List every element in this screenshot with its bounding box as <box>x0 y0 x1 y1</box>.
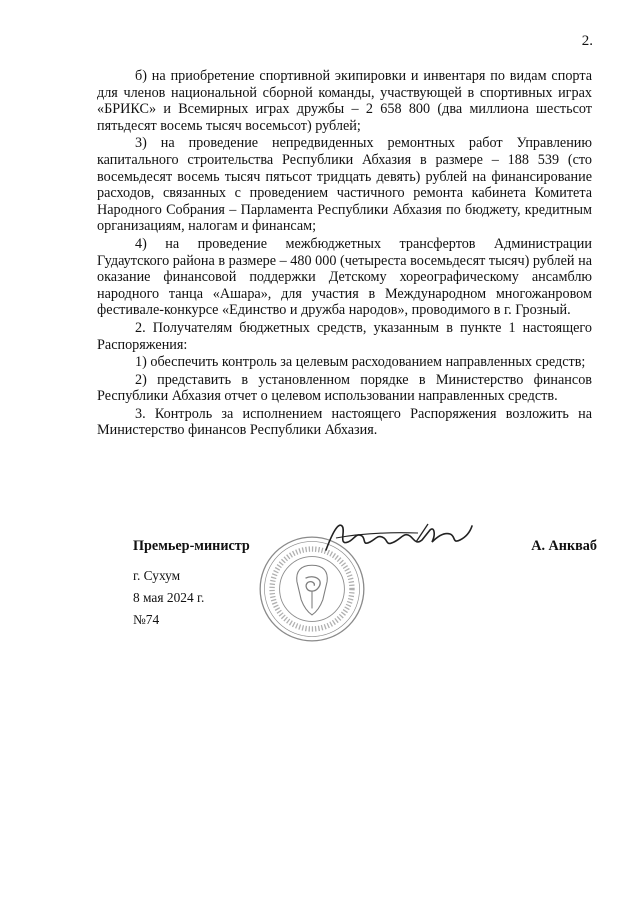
paragraph-item-4: 4) на проведение межбюджетных трансфертов Администрации Гудаутского района в размере – 480 000 (четыреста восемьдесят тысяч) рублей на оказание финансовой поддержки Детскому хореографическому ансамблю народного танца «Ашара», для участия в Международном многожанровом фестивале-конкурсе «Единство и дружба народов», проводимого в г. Грозный. <box>97 235 592 319</box>
signature-block <box>133 538 597 558</box>
document-body <box>97 68 592 440</box>
paragraph-section-3: 3. Контроль за исполнением настоящего Распоряжения возложить на Министерство финансов Республики Абхазия. <box>97 405 592 439</box>
document-number: №74 <box>133 612 160 627</box>
paragraph-item-3: 3) на проведение непредвиденных ремонтных работ Управлению капитального строительства Республики Абхазия в размере – 188 539 (сто восемьдесят восемь тысяч пятьсот тридцать девять) рублей на финансирование расходов, связанных с проведением частичного ремонта кабинета Комитета Народного Собрания – Парламента Республики Абхазия по бюджету, кредитным организациям, налогам и финансам; <box>97 135 592 235</box>
signer-name: А. Анкваб <box>531 538 597 554</box>
page-number: 2. <box>581 33 593 49</box>
paragraph-item-b: б) на приобретение спортивной экипировки и инвентаря по видам спорта для членов национальной сборной команды, участвующей в спортивных играх «БРИКС» и Всемирных играх дружбы – 2 658 800 (два миллиона шестьсот пятьдесят восемь тысяч восемьсот) рублей; <box>97 68 592 134</box>
issue-date: 8 мая 2024 г. <box>133 590 205 605</box>
paragraph-section-2: 2. Получателям бюджетных средств, указанным в пункте 1 настоящего Распоряжения: <box>97 319 592 353</box>
paragraph-section-2-item-1: 1) обеспечить контроль за целевым расходованием направленных средств; <box>135 354 586 371</box>
issue-place: г. Сухум <box>133 568 181 583</box>
signer-title: Премьер-министр <box>133 538 250 554</box>
paragraph-section-2-item-2: 2) представить в установленном порядке в Министерство финансов Республики Абхазия отчет о целевом использовании направленных средств. <box>97 371 592 405</box>
